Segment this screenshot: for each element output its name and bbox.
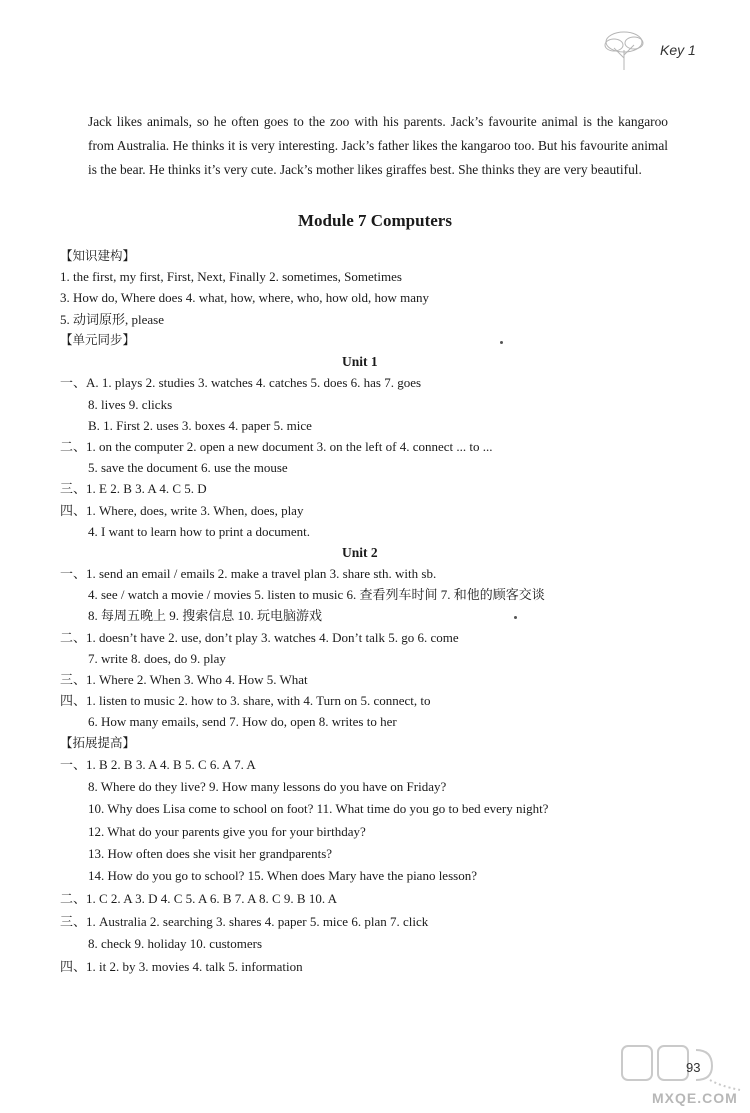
answer-line: 一、A. 1. plays 2. studies 3. watches 4. catches 5. does 6. has 7. goes bbox=[60, 375, 422, 390]
answer-line: 8. check 9. holiday 10. customers bbox=[88, 936, 263, 951]
section-heading-knowledge: 【知识建构】 bbox=[60, 248, 136, 263]
module-title: Module 7 Computers bbox=[298, 211, 452, 230]
answer-line: 7. write 8. does, do 9. play bbox=[88, 651, 226, 666]
answer-line: 12. What do your parents give you for your birthday? bbox=[88, 824, 366, 839]
page-number: 93 bbox=[686, 1060, 701, 1075]
answer-line: 四、1. listen to music 2. how to 3. share, with 4. Turn on 5. connect, to bbox=[60, 693, 431, 708]
answer-line: 4. I want to learn how to print a document. bbox=[88, 524, 311, 539]
answer-line: 8. 每周五晚上 9. 搜索信息 10. 玩电脑游戏 bbox=[88, 608, 323, 623]
unit-title: Unit 2 bbox=[342, 545, 378, 560]
answer-line: 四、1. Where, does, write 3. When, does, play bbox=[60, 503, 304, 518]
answer-line: 3. How do, Where does 4. what, how, where, who, how old, how many bbox=[60, 290, 429, 305]
answer-line: 二、1. doesn’t have 2. use, don’t play 3. watches 4. Don’t talk 5. go 6. come bbox=[60, 630, 459, 645]
answer-line: 10. Why does Lisa come to school on foot? 11. What time do you go to bed every night? bbox=[88, 801, 549, 816]
answer-line: 5. 动词原形, please bbox=[60, 312, 164, 327]
answer-line: 一、1. send an email / emails 2. make a travel plan 3. share sth. with sb. bbox=[60, 566, 437, 581]
answer-line: 8. lives 9. clicks bbox=[88, 397, 173, 412]
answer-line: 8. Where do they live? 9. How many lessons do you have on Friday? bbox=[88, 779, 447, 794]
watermark-text: MXQE.COM bbox=[652, 1090, 738, 1106]
answer-line: 三、1. Australia 2. searching 3. shares 4. paper 5. mice 6. plan 7. click bbox=[60, 914, 429, 929]
answer-line: 二、1. C 2. A 3. D 4. C 5. A 6. B 7. A 8. C 9. B 10. A bbox=[60, 891, 338, 906]
stray-dot bbox=[514, 616, 517, 619]
answer-line: 三、1. Where 2. When 3. Who 4. How 5. What bbox=[60, 672, 308, 687]
header-key-label: Key 1 bbox=[660, 42, 696, 58]
answer-line: 4. see / watch a movie / movies 5. listen to music 6. 查看列车时间 7. 和他的顾客交谈 bbox=[88, 587, 545, 602]
answer-line: 1. the first, my first, First, Next, Finally 2. sometimes, Sometimes bbox=[60, 269, 402, 284]
answer-line: 13. How often does she visit her grandparents? bbox=[88, 846, 333, 861]
stray-dot bbox=[500, 341, 503, 344]
answer-line: B. 1. First 2. uses 3. boxes 4. paper 5. mice bbox=[88, 418, 312, 433]
section-heading-unit-sync: 【单元同步】 bbox=[60, 332, 136, 347]
answer-line: 14. How do you go to school? 15. When does Mary have the piano lesson? bbox=[88, 868, 477, 883]
answer-line: 三、1. E 2. B 3. A 4. C 5. D bbox=[60, 481, 207, 496]
intro-paragraph: Jack likes animals, so he often goes to the zoo with his parents. Jack’s favourite animal is the kangaroo from Australia. He thinks it is very interesting. Jack’s father likes the kangaroo too. But his favourite animal is the bear. He thinks it’s very cute. Jack’s mother likes giraffes best. She thinks they are very beautiful. bbox=[88, 114, 668, 177]
answer-line: 一、1. B 2. B 3. A 4. B 5. C 6. A 7. A bbox=[60, 757, 256, 772]
answer-line: 6. How many emails, send 7. How do, open 8. writes to her bbox=[88, 714, 397, 729]
answer-line: 二、1. on the computer 2. open a new document 3. on the left of 4. connect ... to ... bbox=[60, 439, 493, 454]
tree-decoration-icon bbox=[598, 28, 650, 72]
answer-line: 四、1. it 2. by 3. movies 4. talk 5. information bbox=[60, 959, 303, 974]
section-heading-extension: 【拓展提高】 bbox=[60, 735, 136, 750]
unit-title: Unit 1 bbox=[342, 354, 378, 369]
answer-line: 5. save the document 6. use the mouse bbox=[88, 460, 288, 475]
